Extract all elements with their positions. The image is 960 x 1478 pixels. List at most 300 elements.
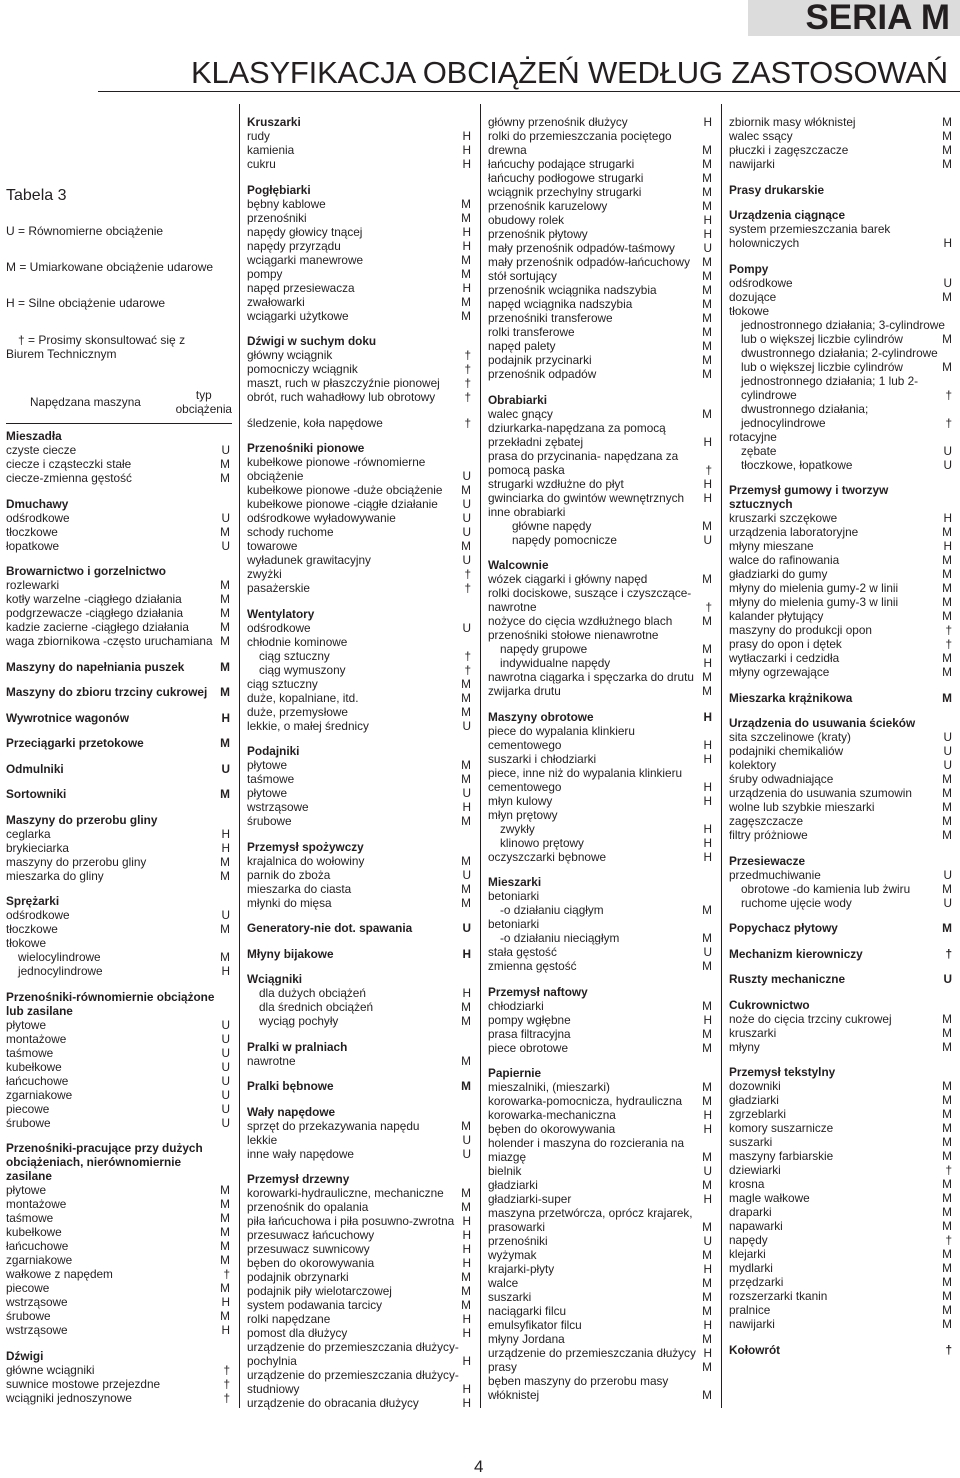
load-class: M [702,1290,712,1304]
machine-name: kubełkowe pionowe -duże obciążenie [247,483,443,497]
machine-name: cementowego [488,779,562,794]
table-row [247,1368,473,1382]
machine-name: odśrodkowe [6,908,70,922]
table-row [247,1000,473,1014]
machine-name: przędzarki [729,1275,784,1289]
header-divider [6,423,232,424]
machine-name: naciągarki filcu [488,1304,567,1318]
machine-name: duże, kopalniane, itd. [247,690,359,705]
section-heading: Urządzenia do usuwania ścieków [729,716,916,730]
section-heading: zasilane [6,1169,52,1183]
machine-name: betoniarki [488,917,540,931]
machine-name: napęd palety [488,339,556,353]
load-class: U [221,510,230,525]
machine-name: bęben do okorowywania [488,1122,616,1136]
load-class: H [703,227,712,241]
title-divider [98,91,960,92]
machine-name: sita szczelinowe (kraty) [729,730,851,744]
load-class: H [221,1323,230,1337]
table-row [488,614,714,628]
table-row [6,1391,232,1405]
section-heading-row [488,558,714,572]
load-class: M [461,252,471,267]
load-class: M [461,196,471,211]
table-row [729,567,954,581]
machine-name: nawrotne [488,600,537,614]
table-row [6,525,232,539]
table-row [247,390,473,404]
machine-name: nawrotna ciągarka i spęczarka do drutu [488,670,694,684]
load-class: H [703,737,712,752]
table-row [729,236,954,250]
table-row [488,1136,714,1150]
machine-name: betoniarki [488,889,540,903]
spacer [488,381,714,393]
section-heading: Wywrotnice wagonów [6,710,130,725]
machine-name: zwałowarki [247,294,305,309]
load-class: M [220,685,230,699]
machine-name: waga zbiornikowa -często uruchamiana [6,634,213,648]
load-class: U [462,553,471,567]
table-row [488,171,714,185]
load-class: M [461,1000,471,1014]
section-heading-row [488,710,714,724]
legend [6,186,231,361]
column-divider [239,104,240,1408]
table-row [6,1183,232,1197]
load-class: M [220,1309,230,1323]
table-row [247,1228,473,1242]
section-heading: sztucznych [729,497,793,511]
machine-name: komory suszarnicze [729,1121,834,1135]
machine-name: draparki [729,1205,772,1219]
table-row [488,808,714,822]
machine-name: rolki napędzane [247,1312,331,1326]
machine-name: wstrząsowe [6,1295,68,1309]
load-class: M [942,115,952,129]
table-row [488,339,714,353]
table-row [6,1309,232,1323]
table-row [6,1046,232,1060]
load-class: M [220,592,230,606]
machine-name: krajalnica do wołowiny [247,853,365,868]
section-heading-row [247,334,473,348]
load-class: M [942,525,952,539]
section-heading-row [6,1169,232,1183]
table-row [247,281,473,295]
table-row [729,1107,954,1121]
load-class: M [461,1298,471,1312]
table-row [488,1164,714,1178]
load-class: M [702,283,712,297]
spacer [729,679,954,691]
table-row [488,143,714,157]
table-row [488,903,714,917]
machine-name: rotacyjne [729,429,777,444]
machine-name: młyny do mielenia gumy-2 w linii [729,581,899,595]
section-heading-row [729,208,954,222]
spacer [488,864,714,876]
section-heading-row [729,972,954,986]
table-row [729,1191,954,1205]
machine-name: pomocą paska [488,462,565,477]
section-heading: Maszyny obrotowe [488,709,594,724]
spacer [247,1161,473,1173]
machine-name: łańcuchy podłogowe strugarki [488,171,644,185]
machine-name: jednostronnego działania; 3-cylindrowe [741,317,945,332]
load-class: M [942,157,952,171]
section-heading-row [488,1066,714,1080]
machine-name: napędy grupowe [500,642,588,656]
table-row [6,511,232,525]
load-class: U [462,525,471,539]
machine-name: krosna [729,1177,765,1191]
machine-name: holowniczych [729,236,800,250]
machine-name: główny wciągnik [247,348,333,362]
machine-name: pomost dla dłużycy [247,1326,348,1340]
table-row [488,836,714,850]
machine-name: napędy [729,1233,768,1247]
machine-name: dozowniki [729,1079,781,1093]
load-class: H [703,115,712,129]
machine-name: kalander płytujący [729,609,824,623]
machine-name: gwinciarka do gwintów wewnętrznych [488,490,685,505]
load-class: M [702,143,712,157]
machine-name: walec gnący [488,406,553,421]
table-row [729,290,954,304]
load-class: † [464,415,471,430]
section-heading-row [247,183,473,197]
table-row [488,1374,714,1388]
load-class: M [220,524,230,539]
section-heading: Dźwigi [6,1348,44,1363]
load-class: U [943,867,952,882]
load-class: M [461,1014,471,1028]
machine-name: kubełkowe pionowe -ciągłe działanie [247,497,438,511]
machine-name: kadzie zacierne -ciągłego działania [6,620,189,634]
section-heading: Młyny bijakowe [247,946,334,961]
table-row [729,637,954,651]
machine-name: towarowe [247,539,298,553]
machine-name: wstrząsowe [6,1323,68,1337]
table-row [247,649,473,663]
table-row [247,1014,473,1028]
load-class: U [462,786,471,800]
section-heading-row [247,441,473,455]
machine-name: tłoczkowe, łopatkowe [741,457,853,472]
table-row [247,868,473,882]
spacer [729,1054,954,1066]
machine-column-header: Napędzana maszyna [30,395,141,409]
load-class: U [462,511,471,525]
load-class: M [942,828,952,842]
machine-name: przenośniki [247,210,307,225]
machine-name: inne obrabiarki [488,504,566,519]
machine-name: napędy głowicy tnącej [247,224,363,239]
machine-name: piece, inne niż do wypalania klinkieru [488,765,683,780]
table-row [729,730,954,744]
machine-name: pomocniczy wciągnik [247,362,358,376]
table-row [247,525,473,539]
load-class: M [220,1239,230,1253]
machine-name: napędy przyrządu [247,238,341,253]
load-class: † [705,462,712,477]
table-row [6,578,232,592]
load-class: M [702,1178,712,1192]
load-class: M [220,620,230,634]
load-class: H [221,840,230,855]
load-class: U [703,1164,712,1178]
table-row [6,922,232,936]
table-row [729,511,954,525]
section-heading-row [247,1040,473,1054]
machine-name: walce [488,1276,519,1290]
machine-name: system podawania tarcicy [247,1298,383,1312]
machine-name: napęd wciągnika nadszybia [488,297,633,311]
load-class: U [943,895,952,910]
load-class: M [461,1270,471,1284]
machine-name: maszt, ruch w płaszczyźnie pionowej [247,376,440,390]
section-heading: Przenośniki-równomiernie obciążone [6,989,215,1004]
table-row [488,1192,714,1206]
machine-name: stała gęstość [488,945,557,959]
load-class: † [464,348,471,362]
table-row [729,1177,954,1191]
table-row [488,572,714,586]
machine-name: kotły warzelne -ciągłego działania [6,592,182,606]
machine-name: wolne lub szybkie mieszarki [729,800,875,814]
machine-name: pralnice [729,1303,771,1317]
machine-name: magle wałkowe [729,1191,810,1205]
table-row [247,567,473,581]
load-class: M [942,1177,952,1191]
spacer [729,935,954,947]
load-class: H [703,434,712,449]
load-class: H [462,1326,471,1340]
load-class: M [461,814,471,828]
load-class: M [461,210,471,225]
load-class: U [221,538,230,553]
spacer [247,595,473,607]
table-row [488,1346,714,1360]
machine-name: płuczki i zagęszczacze [729,143,849,157]
load-class: M [220,1281,230,1295]
section-heading-row [247,840,473,854]
table-row [488,269,714,283]
table-row [729,1149,954,1163]
load-class: M [942,1107,952,1121]
load-class: M [461,1284,471,1298]
machine-name: -o działaniu nieciągłym [500,931,620,945]
machine-name: urządzenia laboratoryjne [729,525,859,539]
section-heading-row [247,972,473,986]
table-row [247,539,473,553]
machine-name: korowarki-hydrauliczne, mechaniczne [247,1186,444,1200]
load-class: M [942,1205,952,1219]
section-heading-row [247,947,473,961]
machine-name: jednocylindrowe [741,415,826,430]
load-class: U [703,1234,712,1248]
machine-name: młyn prętowy [488,807,558,822]
machine-name: śrubowe [6,1309,51,1323]
machine-name: inne wały napędowe [247,1146,354,1161]
table-row [729,1289,954,1303]
section-heading: Przemysł naftowy [488,984,588,999]
machine-name: pompy wgłębne [488,1012,571,1027]
load-class: M [220,1197,230,1211]
table-row [488,738,714,752]
load-class: M [942,772,952,786]
machine-name: sprzęt do przekazywania napędu [247,1118,420,1133]
machine-name: pasażerskie [247,581,310,595]
section-heading: obciążeniach, nierównomiernie [6,1155,182,1169]
spacer [6,485,232,497]
machine-name: piła łańcuchowa i piła posuwno-zwrotna [247,1214,455,1228]
table-row [488,780,714,794]
section-heading: Papiernie [488,1066,542,1080]
machine-name: chłodnie kominowe [247,634,348,649]
table-row [729,115,954,129]
table-row [6,457,232,471]
section-heading: Mechanizm kierowniczy [729,946,863,961]
table-row [729,800,954,814]
load-class: M [461,704,471,719]
section-heading: Maszyny do napełniania puszek [6,659,185,674]
section-heading-row [6,787,232,801]
machine-name: suszarki i chłodziarki [488,751,597,766]
table-row [729,814,954,828]
table-row [247,1312,473,1326]
load-class: H [703,1108,712,1122]
load-class: † [464,567,471,581]
table-row [729,868,954,882]
table-row [729,1121,954,1135]
load-class: M [220,854,230,869]
table-row [729,1275,954,1289]
machine-name: cukru [247,157,276,171]
machine-name: bęben maszyny do przerobu masy [488,1374,669,1388]
spacer [729,250,954,262]
spacer [729,197,954,209]
series-label: SERIA M [805,0,950,37]
machine-name: pompy [247,266,283,281]
load-class: M [702,1388,712,1402]
load-class: M [702,406,712,421]
section-heading-row [729,483,954,497]
load-class: M [942,1303,952,1317]
load-class: H [703,1012,712,1027]
section-heading: Urządzenia ciągnące [729,208,846,222]
machine-name: obciążenie [247,469,304,483]
machine-name: cylindrowe [741,387,797,402]
legend-uniform: U = Równomierne obciążenie [6,224,164,238]
load-class: M [220,922,230,936]
table-row [247,1396,473,1410]
machine-name: przekładni zębatej [488,434,584,449]
machine-name: odśrodkowe [729,275,793,290]
machine-name: prasowarki [488,1220,546,1234]
load-class: U [462,1132,471,1147]
section-heading: Mieszadła [6,429,62,443]
spacer [247,961,473,973]
table-row [247,348,473,362]
table-row [729,157,954,171]
load-class: U [221,443,230,457]
machine-name: podajnik piły wielotarczowej [247,1284,392,1298]
machine-name: mały przenośnik odpadów-taśmowy [488,241,675,255]
table-row [488,794,714,808]
machine-name: -o działaniu ciągłym [500,903,604,917]
machine-name: indywidualne napędy [500,656,611,670]
table-row [488,1290,714,1304]
load-class: M [702,297,712,311]
table-row [247,1200,473,1214]
table-row [247,1119,473,1133]
table-row [729,553,954,567]
section-heading: Przemysł drzewny [247,1172,350,1186]
section-heading-row [247,1105,473,1119]
section-heading: Pralki bębnowe [247,1079,334,1093]
table-row [488,435,714,449]
table-row [488,227,714,241]
table-row [488,463,714,477]
table-row [488,1318,714,1332]
table-row [247,896,473,910]
spacer [247,1068,473,1080]
table-row [729,1219,954,1233]
legend-moderate: M = Umiarkowane obciążenie udarowe [6,260,214,274]
machine-name: dozujące [729,289,777,304]
load-class: M [702,684,712,698]
load-class: † [223,1267,230,1281]
table-row [488,586,714,600]
table-row [247,882,473,896]
load-class: M [702,171,712,185]
table-row [488,1276,714,1290]
machine-name: wstrząsowe [247,800,309,814]
load-class: M [942,1219,952,1233]
machine-name: rolki dociskowe, suszące i czyszczące- [488,586,692,600]
table-row [6,1197,232,1211]
load-class: M [461,690,471,705]
table-row [247,621,473,635]
machine-name: zwyżki [247,567,282,581]
machine-name: lekkie, o małej średnicy [247,718,369,733]
load-class: M [942,359,952,374]
load-class: M [702,998,712,1013]
load-class: M [461,853,471,868]
table-row [247,1186,473,1200]
load-class: M [702,269,712,283]
table-row [247,362,473,376]
machine-name: kubełkowe [6,1225,62,1239]
table-row [247,511,473,525]
table-row [247,157,473,171]
load-class: M [702,1094,712,1108]
column-divider [480,104,481,1408]
load-class: † [223,1376,230,1391]
machine-name: rozszerzarki tkanin [729,1289,828,1303]
table-row [488,115,714,129]
section-heading: Przemysł tekstylny [729,1065,836,1079]
load-class: † [945,623,952,637]
machine-name: wózek ciągarki i główny napęd [488,572,648,586]
load-class: H [703,476,712,491]
load-class: H [703,1318,712,1332]
section-heading: lub zasilane [6,1003,73,1018]
load-class: H [703,709,712,724]
machine-name: jednostronnego działania; 1 lub 2- [741,373,919,388]
